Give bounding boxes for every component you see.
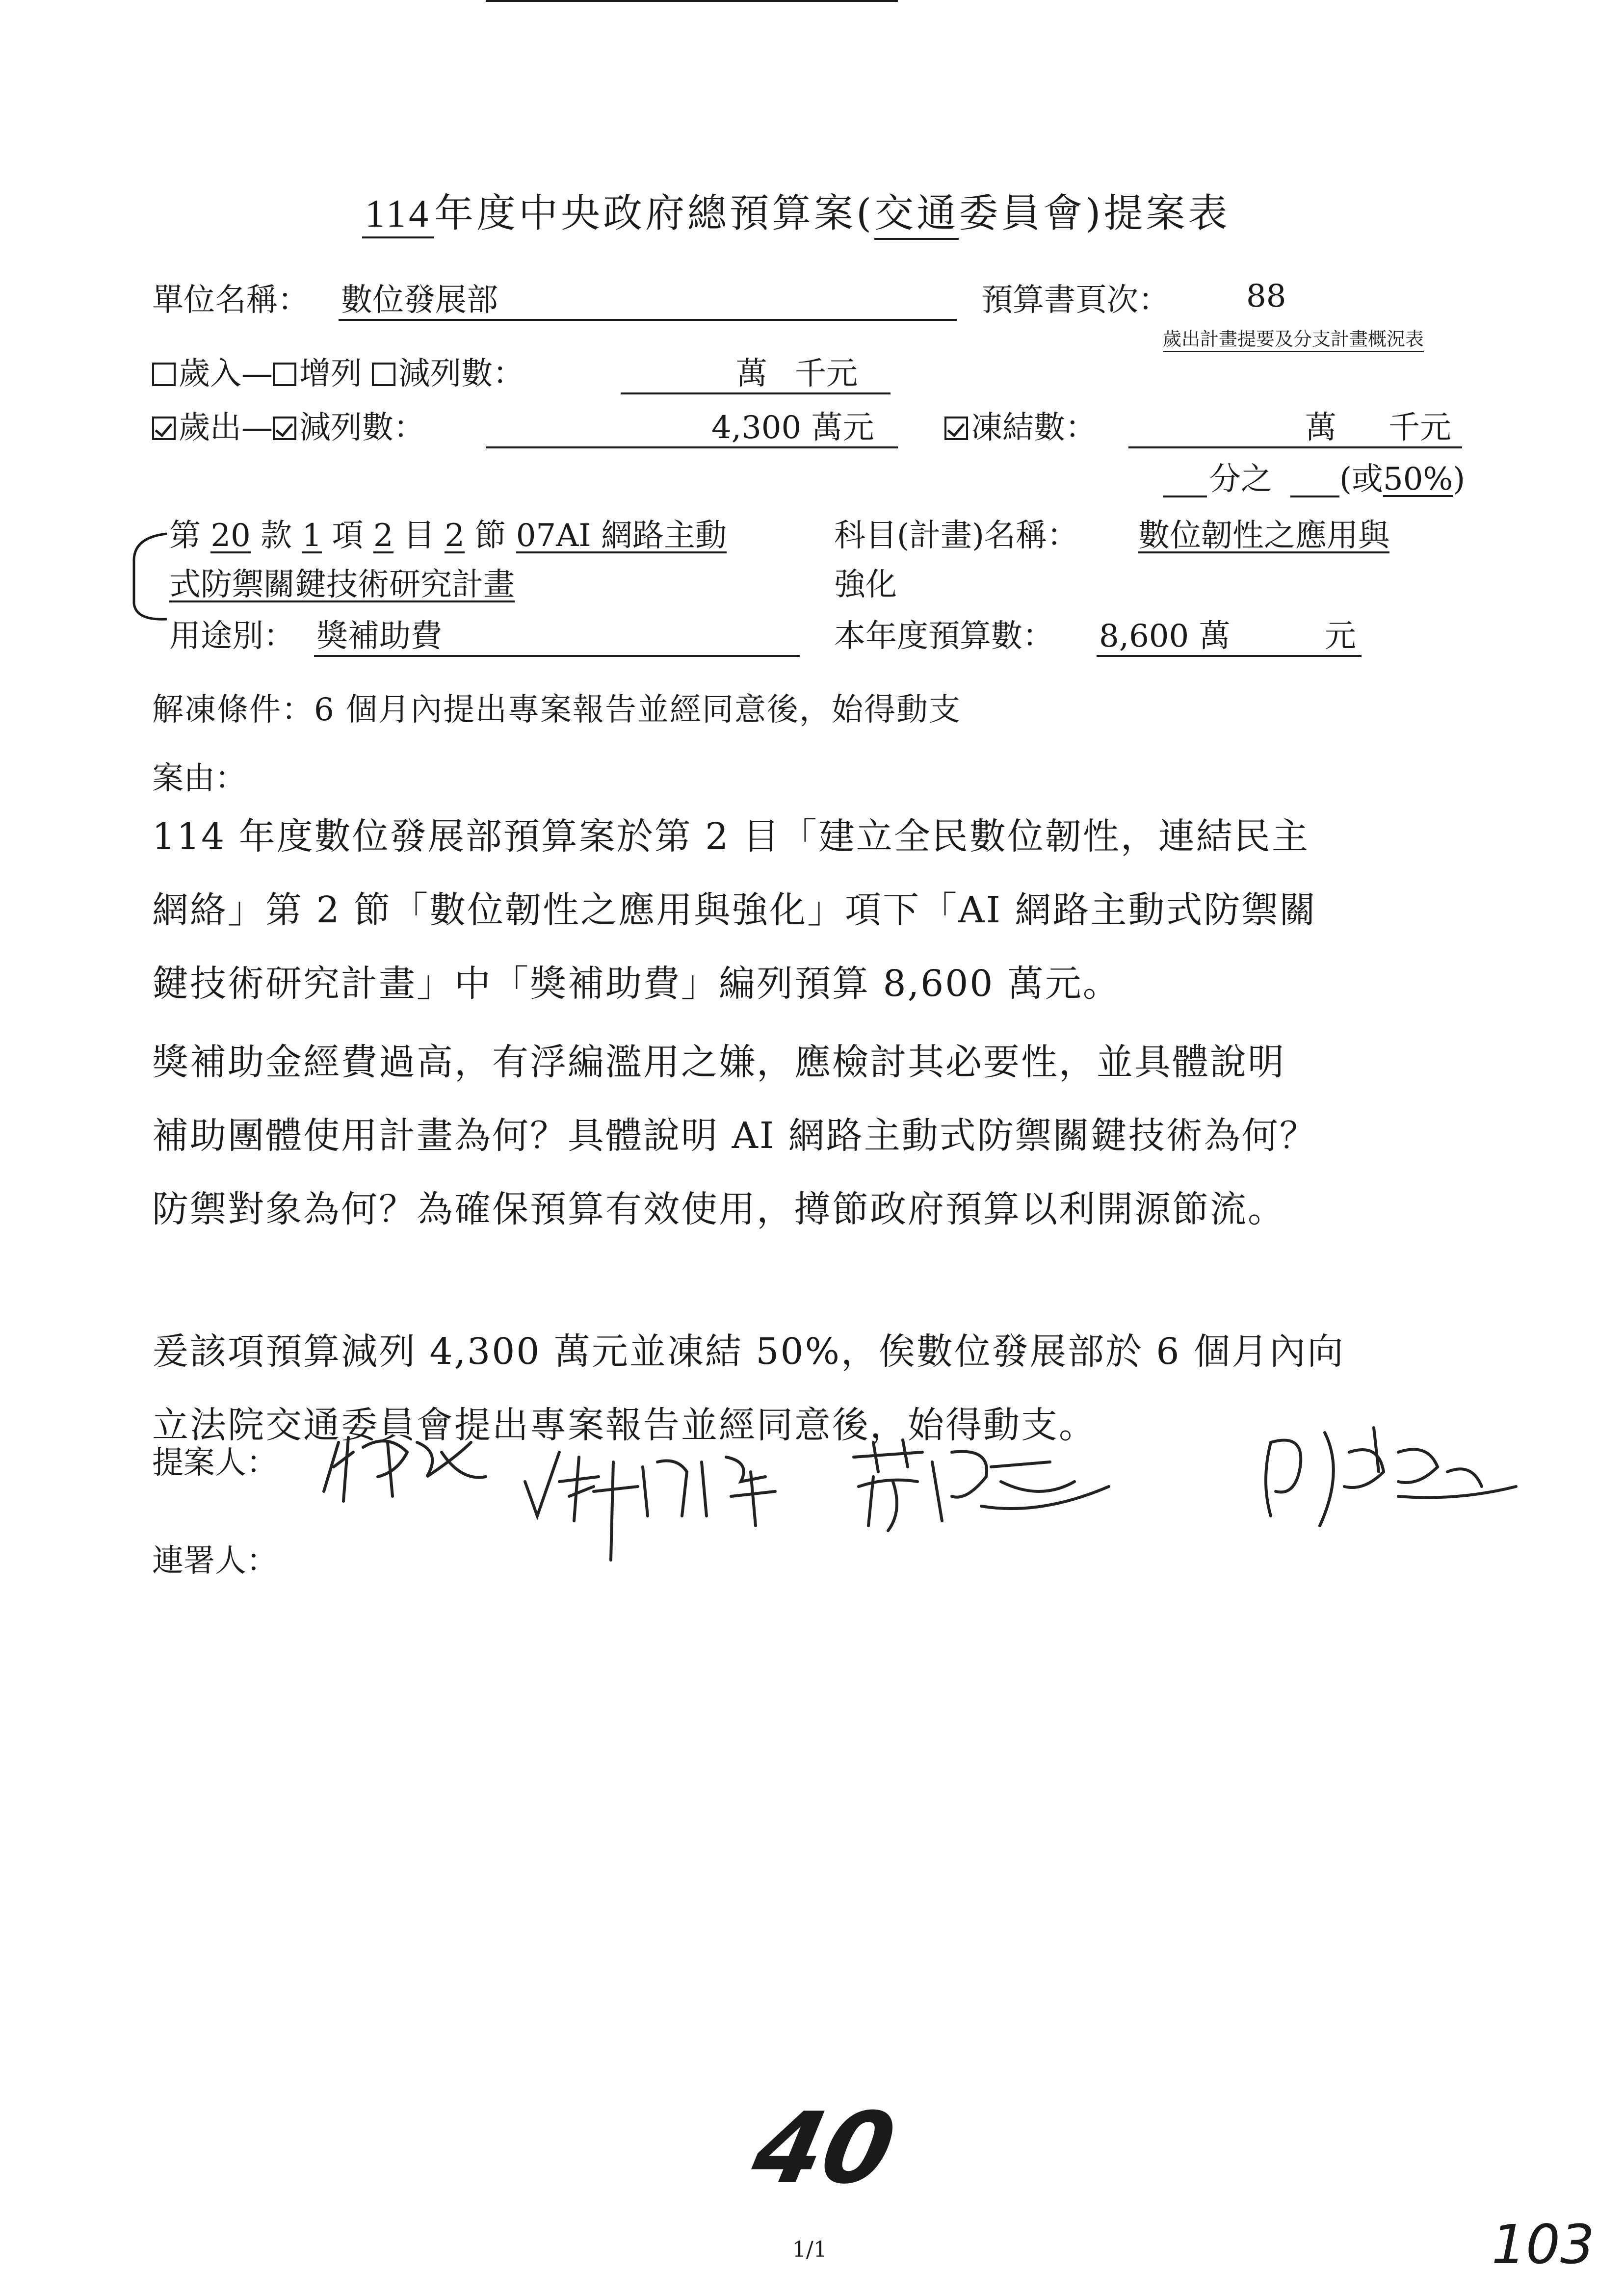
paragraph-1 [152,800,1317,1020]
ratio-or [1339,461,1466,497]
item-kuan-prefix: 第 [169,518,211,554]
expense-row [152,412,425,444]
paragraph-2 [152,1025,1317,1246]
freeze-wan: 萬 [1305,410,1336,446]
page-ref-value: 88 [1246,278,1286,314]
item-jie: 節 [465,518,516,554]
increase-checkbox [273,363,296,386]
expense-decrease-label: 減列數： [299,410,425,446]
paragraph-2-line-3: 防禦對象為何？為確保預算有效使用，撙節政府預算以利開源節流。 [152,1188,1285,1230]
ratio-fen: 分之 [1209,461,1272,497]
title-committee: 交通 [874,182,959,240]
item-xiang-no: 1 [302,518,322,554]
page-title [362,182,1230,240]
unit-label: 單位名稱： [152,282,309,318]
expense-amount: 4,300 萬元 [711,410,874,446]
budget-underline [1097,655,1362,657]
signature-1 [314,1423,500,1506]
freeze-qian: 千元 [1388,410,1451,446]
item-mu-no: 2 [373,518,393,554]
budget-unit: 元 [1325,618,1356,654]
paragraph-2-line-1: 獎補助金經費過高，有浮編濫用之嫌，應檢討其必要性，並具體說明 [152,1041,1285,1083]
expense-checkbox [152,417,176,440]
paragraph-3-line-2: 立法院交通委員會提出專案報告並經同意後，始得動支。 [152,1404,1097,1446]
title-part2: 委員會)提案表 [959,190,1231,236]
unit-underline [339,319,957,321]
revenue-amount-line [621,392,891,394]
budget-label: 本年度預算數： [834,618,1054,654]
item-plan-1: 07AI 網路主動 [516,518,727,554]
paragraph-3-line-1: 爰該項預算減列 4,300 萬元並凍結 50%，俟數位發展部於 6 個月內向 [152,1331,1345,1373]
expense-label: 歲出 [179,410,241,446]
subject-value-1 [1138,520,1389,553]
ratio-denominator-line [1290,496,1339,497]
cosigner-label: 連署人： [152,1543,278,1579]
revenue-label: 歲入 [179,356,241,392]
unit-value: 數位發展部 [341,282,498,318]
ratio-or-label: (或 [1339,461,1383,497]
paragraph-1-line-2: 網絡」第 2 節「數位韌性之應用與強化」項下「AI 網路主動式防禦關 [152,889,1317,931]
item-bracket [130,530,169,623]
expense-decrease-checkbox [273,417,296,440]
item-line-2 [169,569,515,602]
paragraph-1-line-1: 114 年度數位發展部預算案於第 2 目「建立全民數位韌性，連結民主 [152,815,1310,858]
freeze-checkbox [944,417,968,440]
freeze-label: 凍結數： [971,410,1097,446]
page-ref-label: 預算書頁次： [981,282,1170,318]
revenue-checkbox [152,363,176,386]
subject-value-2: 強化 [834,567,897,603]
page-footer: 1/1 [792,2237,827,2262]
signature-3 [844,1433,1119,1540]
ratio-close: ) [1453,461,1466,497]
subject-value-1-text: 數位韌性之應用與 [1138,518,1389,554]
item-kuan-no: 20 [210,518,251,554]
signature-4 [1251,1413,1526,1540]
freeze-row [944,412,1097,444]
revenue-decrease-checkbox [372,363,395,386]
paragraph-1-line-3: 鍵技術研究計畫」中「獎補助費」編列預算 8,600 萬元。 [152,963,1121,1005]
revenue-dash: — [241,356,273,392]
subject-label: 科目(計畫)名稱： [834,518,1078,554]
item-mu: 目 [393,518,445,554]
page-ref-note: 歲出計畫提要及分支計畫概況表 [1163,324,1424,352]
ratio-percent: 50% [1383,461,1453,497]
unfreeze-condition: 解凍條件：6 個月內提出專案報告並經同意後，始得動支 [152,692,962,728]
handwritten-corner-number: 103 [1492,2213,1595,2276]
revenue-row [152,358,524,390]
reason-label: 案由： [152,760,246,797]
revenue-qian: 千元 [795,356,858,392]
usage-value: 獎補助費 [316,618,442,654]
budget-value: 8,600 萬 [1099,618,1231,654]
revenue-decrease-label: 減列數： [398,356,524,392]
handwritten-page-number: 40 [743,2091,905,2206]
item-plan-2: 式防禦關鍵技術研究計畫 [169,567,515,603]
item-jie-no: 2 [445,518,465,554]
ratio-numerator-line [1163,496,1207,497]
expense-amount-line [486,0,898,2]
increase-label: 增列 [299,356,362,392]
item-kuan: 款 [250,518,302,554]
revenue-wan: 萬 [736,356,767,392]
expense-amount-underline [486,446,898,448]
expense-dash: — [241,410,273,446]
proposer-label: 提案人： [152,1445,278,1481]
title-year: 114 [362,192,434,238]
item-line-1 [169,520,727,553]
title-part1: 年度中央政府總預算案( [434,190,875,236]
freeze-amount-line [1128,446,1462,448]
usage-label: 用途別： [169,618,295,654]
paragraph-2-line-2: 補助團體使用計畫為何？具體說明 AI 網路主動式防禦關鍵技術為何？ [152,1115,1317,1157]
item-xiang: 項 [322,518,373,554]
usage-underline [314,655,800,657]
signature-2 [520,1442,795,1570]
